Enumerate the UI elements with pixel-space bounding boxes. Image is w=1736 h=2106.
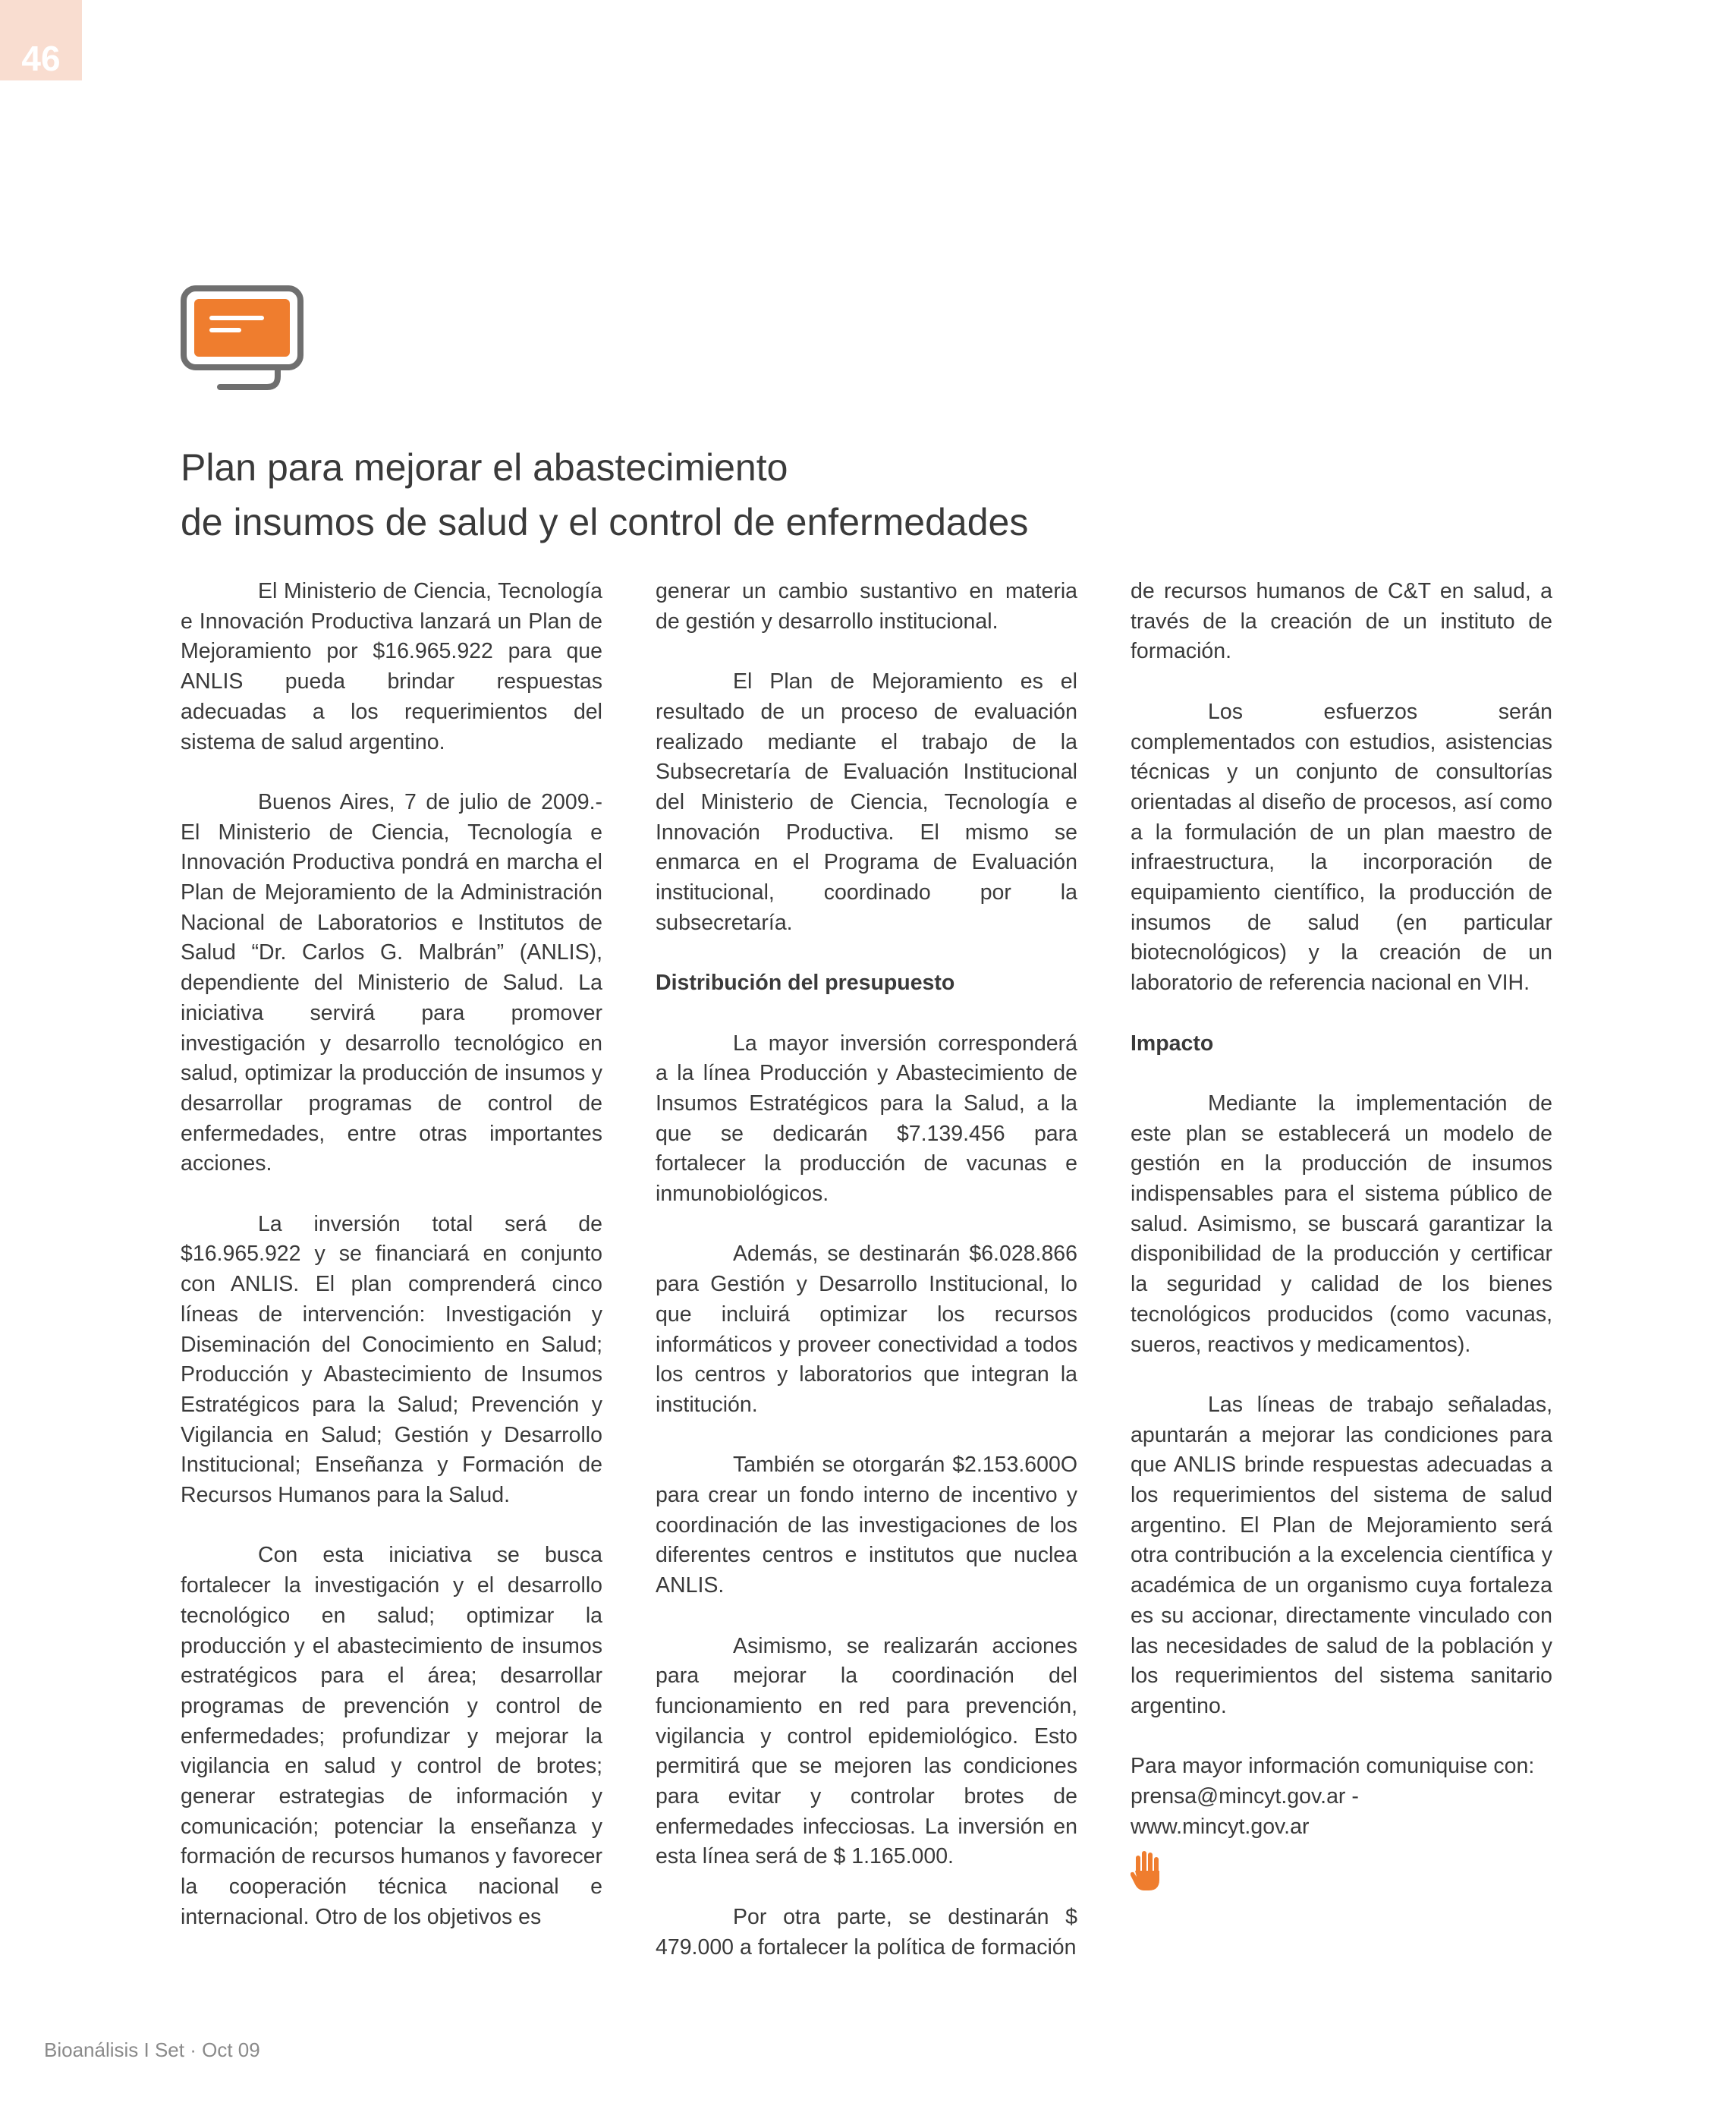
chat-bubble-icon xyxy=(181,285,305,398)
column-2 xyxy=(656,577,1077,1993)
paragraph: de recursos humanos de C&T en salud, a través de la creación de un instituto de formación. xyxy=(1131,579,1552,664)
column-1 xyxy=(181,577,602,1963)
paragraph: generar un cambio sustantivo en materia de gestión y desarrollo institucional. xyxy=(656,579,1077,634)
contact-website[interactable]: www.mincyt.gov.ar xyxy=(1131,1814,1310,1839)
paragraph: También se otorgarán $2.153.600O para crear un fondo interno de incentivo y coordinación de las investigaciones de los diferentes centros e institutos que nuclea ANLIS. xyxy=(656,1453,1077,1598)
title-line-2: de insumos de salud y el control de enfermedades xyxy=(181,501,1029,543)
paragraph: El Plan de Mejoramiento es el resultado de un proceso de evaluación realizado mediante el trabajo de la Subsecretaría de Evaluación Institucional del Ministerio de Ciencia, Tecnología e Innovación Productiva. El mismo se enmarca en el Programa de Evaluación institucional, coordinado por la subsecretaría. xyxy=(656,669,1077,935)
contact-text: Para mayor información comuniquise con: xyxy=(1131,1754,1535,1779)
paragraph: Buenos Aires, 7 de julio de 2009.- El Ministerio de Ciencia, Tecnología e Innovación Productiva pondrá en marcha el Plan de Mejoramiento de la Administración Nacional de Laboratorios e Institutos de Salud “Dr. Carlos G. Malbrán” (ANLIS), dependiente del Ministerio de Salud. La iniciativa servirá para promover investigación y desarrollo tecnológico en salud, optimizar la producción de insumos y desarrollar programas de control de enfermedades, entre otras importantes acciones. xyxy=(181,789,602,1176)
paragraph: La mayor inversión corresponderá a la línea Producción y Abastecimiento de Insumos Estratégicos para la Salud, a la que se dedicarán $7.139.456 para fortalecer la producción de vacunas e inmunobiológicos. xyxy=(656,1031,1077,1207)
section-heading-budget: Distribución del presupuesto xyxy=(656,971,955,996)
contact-email[interactable]: prensa@mincyt.gov.ar - xyxy=(1131,1784,1359,1809)
paragraph: Con esta iniciativa se busca fortalecer la investigación y el desarrollo tecnológico en salud; optimizar la producción y el abastecimiento de insumos estratégicos para el área; desarrollar programas de prevención y control de enfermedades; profundizar y mejorar la vigilancia en salud y control de brotes; generar estrategias de información y comunicación; potenciar la enseñanza y formación de recursos humanos y favorecer la cooperación técnica nacional e internacional. Otro de los objetivos es xyxy=(181,1543,603,1929)
paragraph: Mediante la implementación de este plan se establecerá un modelo de gestión en la producción de insumos indispensables para el sistema público de salud. Asimismo, se buscará garantizar la disponibilidad de la producción y certificar la seguridad y calidad de los bienes tecnológicos producidos (como vacunas, sueros, reactivos y medicamentos). xyxy=(1131,1091,1552,1357)
paragraph: Asimismo, se realizarán acciones para mejorar la coordinación del funcionamiento en red para prevención, vigilancia y control epidemiológico. Esto permitirá que se mejoren las condiciones para evitar y controlar brotes de enfermedades infecciosas. La inversión en esta línea será de $ 1.165.000. xyxy=(656,1633,1077,1869)
paragraph: La inversión total será de $16.965.922 y se financiará en conjunto con ANLIS. El plan comprenderá cinco líneas de intervención: Investigación y Diseminación del Conocimiento en Salud; Producción y Abastecimiento de Insumos Estratégicos para la Salud; Prevención y Vigilancia en Salud; Gestión y Desarrollo Institucional; Enseñanza y Formación de Recursos Humanos para la Salud. xyxy=(181,1211,602,1508)
paragraph: Además, se destinarán $6.028.866 para Gestión y Desarrollo Institucional, lo que incluirá optimizar los recursos informáticos y proveer conectividad a todos los centros y laboratorios que integran la institución. xyxy=(656,1242,1077,1417)
hand-icon xyxy=(1131,1849,1164,1892)
article-title xyxy=(181,440,1319,549)
paragraph: Por otra parte, se destinarán $ 479.000 a fortalecer la política de formación xyxy=(656,1904,1077,1960)
page-number: 46 xyxy=(0,0,82,80)
paragraph: Las líneas de trabajo señaladas, apuntarán a mejorar las condiciones para que ANLIS brinde respuestas adecuadas a los requerimientos del sistema de salud argentino. El Plan de Mejoramiento será otra contribución a la excelencia científica y académica de un organismo cuya fortaleza es su accionar, directamente vinculado con las necesidades de salud de la población y los requerimientos del sistema sanitario argentino. xyxy=(1131,1392,1552,1718)
paragraph: El Ministerio de Ciencia, Tecnología e Innovación Productiva lanzará un Plan de Mejoramiento por $16.965.922 para que ANLIS pueda brindar respuestas adecuadas a los requerimientos del sistema de salud argentino. xyxy=(181,579,602,754)
column-3 xyxy=(1131,577,1552,1892)
paragraph: Los esfuerzos serán complementados con estudios, asistencias técnicas y un conjunto de consultorías orientadas al diseño de procesos, así como a la formulación de un plan maestro de infraestructura, la incorporación de equipamiento científico, la producción de insumos de salud (en particular biotecnológicos) y la creación de un laboratorio de referencia nacional en VIH. xyxy=(1131,699,1552,996)
contact-info xyxy=(1131,1752,1552,1842)
section-heading-impact: Impacto xyxy=(1131,1031,1214,1056)
footer: Bioanálisis I Set · Oct 09 xyxy=(44,2038,260,2061)
title-line-1: Plan para mejorar el abastecimiento xyxy=(181,446,788,489)
